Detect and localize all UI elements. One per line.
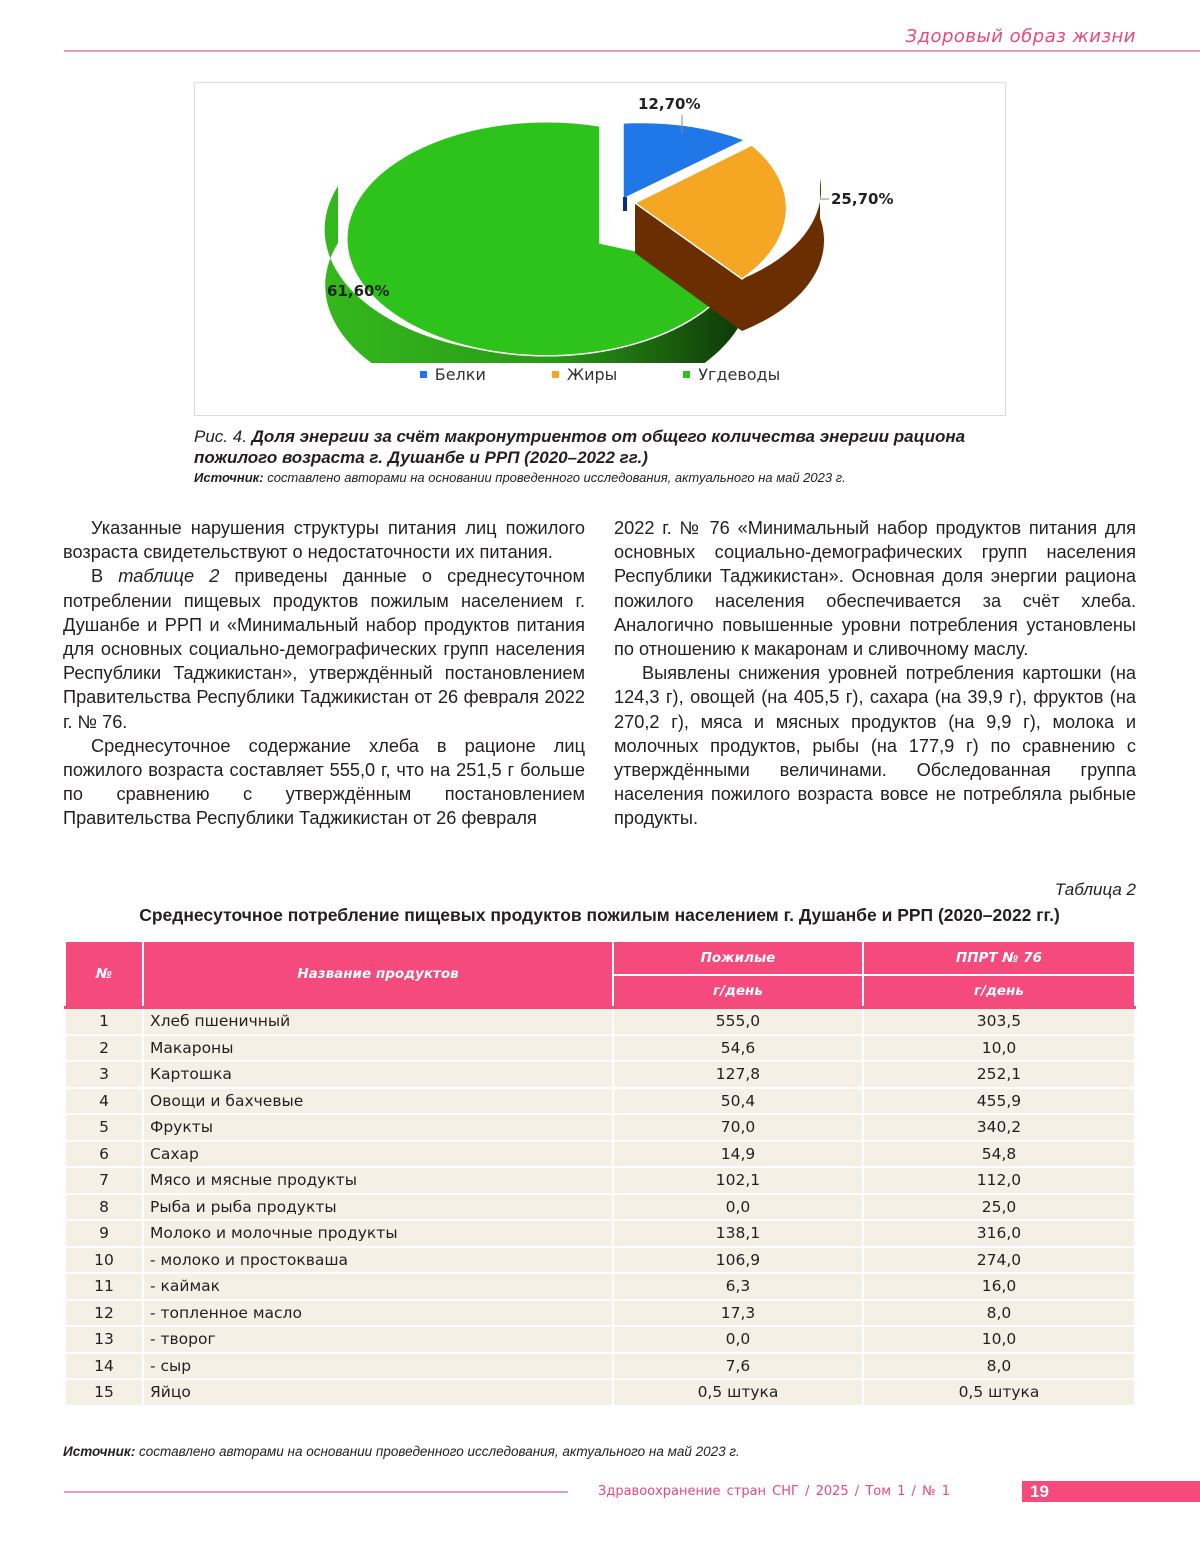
table-row <box>65 1379 1135 1406</box>
legend-label: Белки <box>434 365 486 384</box>
elderly-value: 0,5 штука <box>613 1379 863 1406</box>
row-number: 4 <box>65 1088 143 1115</box>
row-number: 6 <box>65 1141 143 1168</box>
product-name: Хлеб пшеничный <box>143 1008 613 1035</box>
chart-legend <box>195 365 1005 384</box>
row-number: 3 <box>65 1061 143 1088</box>
consumption-table <box>64 940 1136 1407</box>
row-number: 2 <box>65 1035 143 1062</box>
pprt-value: 10,0 <box>863 1326 1135 1353</box>
elderly-value: 50,4 <box>613 1088 863 1115</box>
table-source <box>63 1444 740 1459</box>
paragraph: 2022 г. № 76 «Минимальный набор продуктов питания для основных социально-демографических групп населения Республики Таджикистан». Основная доля энергии рациона пожилого населения обеспечивается за счёт хлеба. Аналогично повышенные уровни потребления установлены по отношению к макаронам и сливочному маслу. <box>614 518 1136 660</box>
label-carbs: 61,60% <box>327 282 390 300</box>
header-num: № <box>65 941 143 1008</box>
table-reference-link[interactable]: таблице 2 <box>118 566 220 587</box>
elderly-value: 6,3 <box>613 1273 863 1300</box>
table-title: Среднесуточное потребление пищевых продуктов пожилым населением г. Душанбе и РРП (2020–2022 гг.) <box>139 905 1060 925</box>
page-number: 19 <box>1022 1481 1200 1502</box>
product-name: Рыба и рыба продукты <box>143 1194 613 1221</box>
table-row <box>65 1035 1135 1062</box>
legend-item-carbs <box>683 365 780 384</box>
table-row <box>65 1220 1135 1247</box>
elderly-value: 138,1 <box>613 1220 863 1247</box>
legend-item-fats <box>552 365 617 384</box>
paragraph: Выявлены снижения уровней потребления картошки (на 124,3 г), овощей (на 405,5 г), сахара (на 39,9 г), фруктов (на 270,2 г), мяса и мясных продуктов (на 9,9 г), молока и молочных продуктов, рыбы (на 177,9 г) по сравнению с утверждёнными величинами. Обследованная группа населения пожилого возраста вовсе не потребляла рыбные продукты. <box>614 663 1136 829</box>
table-row <box>65 1247 1135 1274</box>
elderly-value: 14,9 <box>613 1141 863 1168</box>
elderly-value: 102,1 <box>613 1167 863 1194</box>
table-row <box>65 1141 1135 1168</box>
table-row <box>65 1194 1135 1221</box>
legend-swatch-icon <box>552 371 559 378</box>
row-number: 14 <box>65 1353 143 1380</box>
figure-title: Доля энергии за счёт макронутриентов от общего количества энергии рациона пожилого возраста г. Душанбе и РРП (2020–2022 гг.) <box>194 427 966 467</box>
legend-label: Жиры <box>566 365 618 384</box>
paragraph: Среднесуточное содержание хлеба в рационе лиц пожилого возраста составляет 555,0 г, что на 251,5 г больше по сравнению с утверждённым постановлением Правительства Республики Таджикистан от 26 февраля <box>63 735 585 829</box>
table-row <box>65 1353 1135 1380</box>
table-row <box>65 1300 1135 1327</box>
pie-chart <box>195 83 1005 363</box>
header-unit: г/день <box>863 975 1135 1008</box>
table-row <box>65 1061 1135 1088</box>
elderly-value: 17,3 <box>613 1300 863 1327</box>
table-row <box>65 1167 1135 1194</box>
header-divider <box>64 50 1200 52</box>
header-product-name: Название продуктов <box>143 941 613 1008</box>
pprt-value: 316,0 <box>863 1220 1135 1247</box>
product-name: - сыр <box>143 1353 613 1380</box>
product-name: Макароны <box>143 1035 613 1062</box>
product-name: Сахар <box>143 1141 613 1168</box>
table-row <box>65 1326 1135 1353</box>
pprt-value: 8,0 <box>863 1353 1135 1380</box>
pprt-value: 303,5 <box>863 1008 1135 1035</box>
pprt-value: 0,5 штука <box>863 1379 1135 1406</box>
pprt-value: 340,2 <box>863 1114 1135 1141</box>
pprt-value: 10,0 <box>863 1035 1135 1062</box>
table-row <box>65 1088 1135 1115</box>
elderly-value: 555,0 <box>613 1008 863 1035</box>
row-number: 7 <box>65 1167 143 1194</box>
header-elderly: Пожилые <box>613 941 863 975</box>
footer-divider <box>64 1491 568 1493</box>
row-number: 1 <box>65 1008 143 1035</box>
elderly-value: 127,8 <box>613 1061 863 1088</box>
source-text: составлено авторами на основании проведенного исследования, актуального на май 2023 г. <box>267 470 846 485</box>
pprt-value: 274,0 <box>863 1247 1135 1274</box>
elderly-value: 0,0 <box>613 1326 863 1353</box>
figure-source <box>194 468 1014 488</box>
pprt-value: 112,0 <box>863 1167 1135 1194</box>
legend-swatch-icon <box>420 371 427 378</box>
source-label: Источник: <box>63 1444 136 1459</box>
paragraph: Указанные нарушения структуры питания лиц пожилого возраста свидетельствуют о недостаточности их питания. <box>63 518 585 563</box>
pie-chart-figure <box>194 82 1006 416</box>
pprt-value: 8,0 <box>863 1300 1135 1327</box>
source-label: Источник: <box>194 470 264 485</box>
pprt-value: 252,1 <box>863 1061 1135 1088</box>
elderly-value: 7,6 <box>613 1353 863 1380</box>
table-row <box>65 1008 1135 1035</box>
section-title: Здоровый образ жизни <box>905 26 1136 47</box>
legend-label: Угдеводы <box>698 365 781 384</box>
product-name: Яйцо <box>143 1379 613 1406</box>
table-row <box>65 1114 1135 1141</box>
header-unit: г/день <box>613 975 863 1008</box>
row-number: 12 <box>65 1300 143 1327</box>
legend-item-proteins <box>420 365 486 384</box>
row-number: 9 <box>65 1220 143 1247</box>
body-column-left <box>63 516 585 831</box>
product-name: Фрукты <box>143 1114 613 1141</box>
product-name: Мясо и мясные продукты <box>143 1167 613 1194</box>
table-row <box>65 1273 1135 1300</box>
row-number: 10 <box>65 1247 143 1274</box>
table-number: Таблица 2 <box>1054 880 1136 899</box>
elderly-value: 106,9 <box>613 1247 863 1274</box>
product-name: Молоко и молочные продукты <box>143 1220 613 1247</box>
elderly-value: 70,0 <box>613 1114 863 1141</box>
product-name: Картошка <box>143 1061 613 1088</box>
elderly-value: 54,6 <box>613 1035 863 1062</box>
row-number: 8 <box>65 1194 143 1221</box>
pprt-value: 54,8 <box>863 1141 1135 1168</box>
pprt-value: 25,0 <box>863 1194 1135 1221</box>
header-pprt: ППРТ № 76 <box>863 941 1135 975</box>
product-name: Овощи и бахчевые <box>143 1088 613 1115</box>
source-text: составлено авторами на основании проведенного исследования, актуального на май 2023 г. <box>139 1444 740 1459</box>
paragraph: В таблице 2 приведены данные о среднесуточном потреблении пищевых продуктов пожилым населением г. Душанбе и РРП и «Минимальный набор продуктов питания для основных социально-демографических групп населения Республики Таджикистан», утверждённый постановлением Правительства Республики Таджикистан от 26 февраля 2022 г. № 76. <box>63 566 586 732</box>
product-name: - топленное масло <box>143 1300 613 1327</box>
journal-info: Здравоохранение стран СНГ / 2025 / Том 1 / № 1 <box>598 1484 950 1499</box>
legend-swatch-icon <box>683 371 690 378</box>
row-number: 5 <box>65 1114 143 1141</box>
row-number: 15 <box>65 1379 143 1406</box>
row-number: 13 <box>65 1326 143 1353</box>
body-column-right <box>614 516 1136 831</box>
pprt-value: 16,0 <box>863 1273 1135 1300</box>
product-name: - каймак <box>143 1273 613 1300</box>
row-number: 11 <box>65 1273 143 1300</box>
elderly-value: 0,0 <box>613 1194 863 1221</box>
figure-caption <box>194 426 1014 488</box>
product-name: - творог <box>143 1326 613 1353</box>
pprt-value: 455,9 <box>863 1088 1135 1115</box>
label-fats: 25,70% <box>831 190 894 208</box>
figure-number: Рис. 4. <box>194 427 247 446</box>
label-proteins: 12,70% <box>638 95 701 113</box>
product-name: - молоко и простокваша <box>143 1247 613 1274</box>
